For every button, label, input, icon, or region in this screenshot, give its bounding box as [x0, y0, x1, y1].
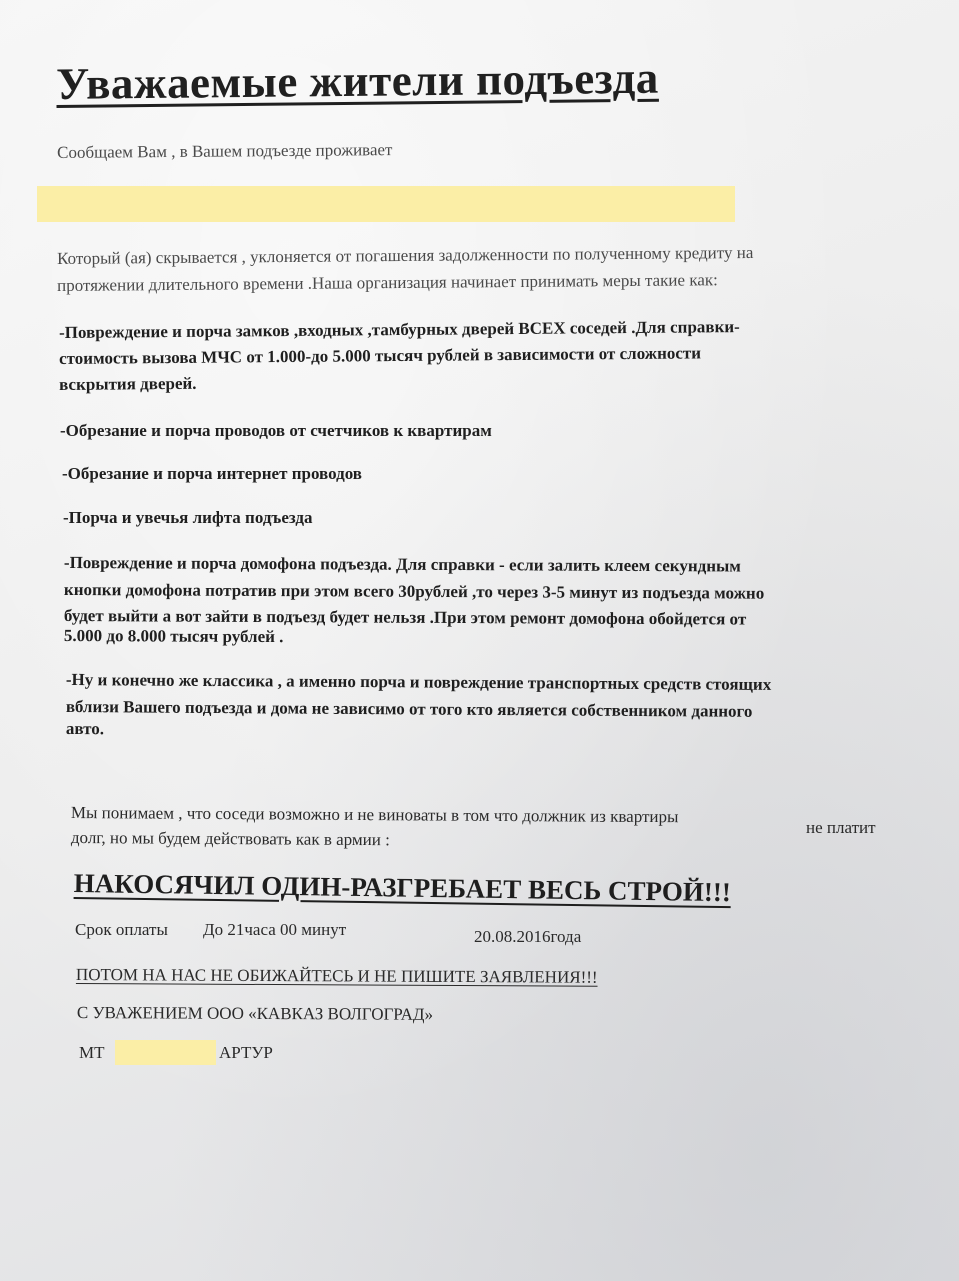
signature-prefix: МТ	[79, 1043, 105, 1062]
measure-1-line-3: вскрытия дверей.	[59, 373, 197, 394]
measure-1-line-1: -Повреждение и порча замков ,входных ,тамбурных дверей ВСЕХ соседей .Для справки-	[59, 317, 740, 342]
measure-6-line-1: -Ну и конечно же классика , а именно порча и повреждение транспортных средств стоящих	[65, 670, 772, 694]
intro-text: Сообщаем Вам , в Вашем подъезде проживает	[57, 140, 393, 162]
measure-4: -Порча и увечья лифта подъезда	[63, 508, 313, 527]
understanding-line-1: Мы понимаем , что соседи возможно и не виноваты в том что должник из квартиры	[70, 803, 679, 827]
deadline-label: Срок оплаты	[75, 920, 168, 939]
measure-5-line-4: 5.000 до 8.000 тысяч рублей .	[63, 626, 284, 647]
measure-2: -Обрезание и порча проводов от счетчиков к квартирам	[60, 421, 492, 440]
letter-title: Уважаемые жители подъезда	[56, 52, 659, 109]
warning-text: ПОТОМ НА НАС НЕ ОБИЖАЙТЕСЬ И НЕ ПИШИТЕ ЗАЯВЛЕНИЯ!!!	[75, 965, 598, 987]
measure-1-line-2: стоимость вызова МЧС от 1.000-до 5.000 тысяч рублей в зависимости от сложности	[59, 343, 702, 368]
measure-6-line-3: авто.	[65, 719, 105, 739]
debtor-line-2: протяжении длительного времени .Наша организация начинает принимать меры такие как:	[57, 270, 718, 295]
deadline-date: 20.08.2016года	[474, 927, 582, 946]
signature-name: АРТУР	[219, 1043, 273, 1062]
measure-5-line-2: кнопки домофона потратив при этом всего 30рублей ,то через 3-5 минут из подъезда можно	[63, 580, 765, 603]
understanding-line-2: долг, но мы будем действовать как в армии :	[70, 828, 390, 850]
redacted-surname	[115, 1040, 216, 1065]
redacted-address-block	[37, 186, 735, 222]
measure-3: -Обрезание и порча интернет проводов	[62, 464, 362, 483]
regards-text: С УВАЖЕНИЕМ ООО «КАВКАЗ ВОЛГОГРАД»	[76, 1003, 434, 1024]
debtor-line-1: Который (ая) скрывается , уклоняется от погашения задолженности по полученному кредиту на	[57, 242, 754, 268]
measure-5-line-3: будет выйти а вот зайти в подъезд будет нельзя .При этом ремонт домофона обойдется от	[63, 606, 747, 629]
deadline-time: До 21часа 00 минут	[203, 920, 347, 939]
slogan-heading: НАКОСЯЧИЛ ОДИН-РАЗГРЕБАЕТ ВЕСЬ СТРОЙ!!!	[73, 868, 732, 908]
measure-5-line-1: -Повреждение и порча домофона подъезда. Для справки - если залить клеем секундным	[63, 553, 741, 576]
measure-6-line-2: вблизи Вашего подъезда и дома не зависимо от того кто является собственником данного	[65, 697, 753, 721]
understanding-line-1-end: не платит	[806, 818, 876, 837]
